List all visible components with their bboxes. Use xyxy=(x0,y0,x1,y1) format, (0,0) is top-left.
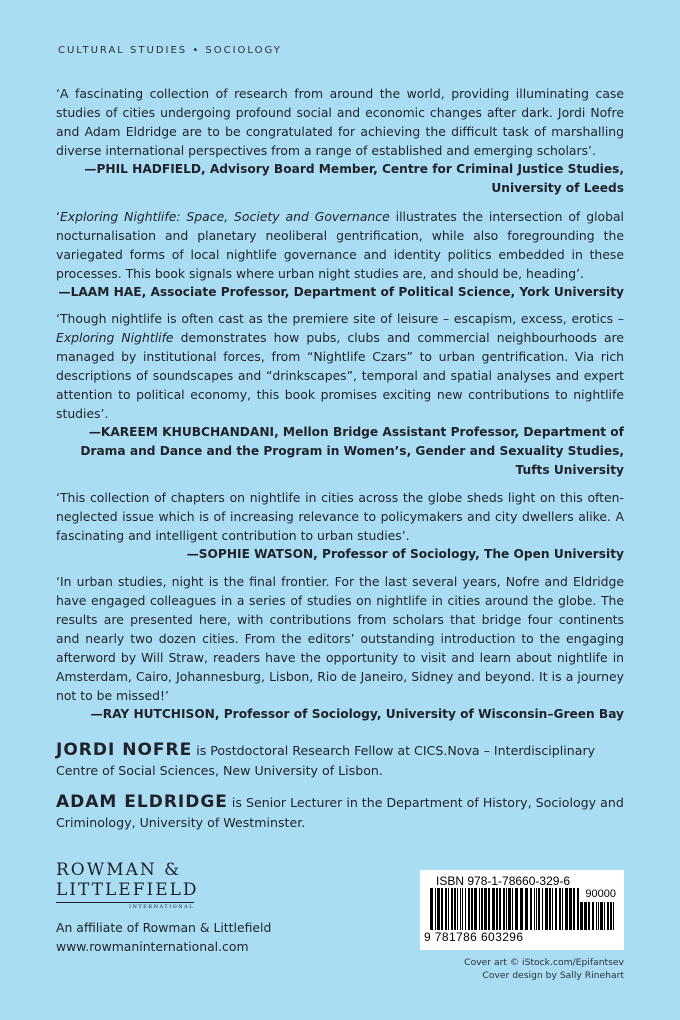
review-2 xyxy=(56,207,624,302)
price-code: 90000 xyxy=(585,888,616,900)
review-attribution: University of Leeds xyxy=(491,181,624,195)
review-attribution: —SOPHIE WATSON, Professor of Sociology, The Open University xyxy=(186,547,624,561)
cover-art-credit: Cover art © iStock.com/Epifantsev xyxy=(464,957,624,968)
cover-design-credit: Cover design by Sally Rinehart xyxy=(482,970,624,981)
review-3 xyxy=(56,309,624,480)
review-5 xyxy=(56,572,624,724)
barcode-number: 9 781786 603296 xyxy=(424,930,524,944)
review-attribution: —KAREEM KHUBCHANDANI, Mellon Bridge Assistant Professor, Department of xyxy=(88,425,624,439)
barcode-bars-icon xyxy=(430,888,580,930)
review-quote: ‘Though nightlife is often cast as the premiere site of leisure – escapism, excess, erotics – Exploring Nightlife demonstrates how pubs, clubs and commercial neighbourhoods are managed by institutional forces, from “Nightlife Czars” to urban gentrification. Via rich descriptions of soundscapes and “drinkscapes”, temporal and spatial analyses and expert attention to political economy, this book promises exciting new contributions to nightlife studies’. xyxy=(56,311,624,421)
review-attribution: Drama and Dance and the Program in Women’s, Gender and Sexuality Studies, xyxy=(80,444,624,458)
author-bio-text: is Postdoctoral Research Fellow at CICS.Nova – Interdisciplinary Centre of Social Sciences, New University of Lisbon. xyxy=(56,743,596,778)
publisher-info xyxy=(56,918,271,956)
author-bio-nofre xyxy=(56,740,626,781)
cover-credits xyxy=(464,956,624,982)
publisher-website: www.rowmaninternational.com xyxy=(56,939,249,954)
review-1 xyxy=(56,84,624,198)
author-name: JORDI NOFRE xyxy=(56,740,193,760)
review-quote: ‘Exploring Nightlife: Space, Society and Governance illustrates the intersection of global nocturnalisation and planetary neoliberal gentrification, while also foregrounding the variegated forms of local nightlife governance and identity politics embedded in these processes. This book signals where urban night studies are, and should be, heading’. xyxy=(56,209,624,281)
review-attribution: —LAAM HAE, Associate Professor, Department of Political Science, York University xyxy=(58,285,624,299)
review-quote: ‘This collection of chapters on nightlife in cities across the globe sheds light on this often-neglected issue which is of increasing relevance to policymakers and city dwellers alike. A fascinating and intelligent contribution to urban studies’. xyxy=(56,490,624,543)
review-quote: ‘In urban studies, night is the final frontier. For the last several years, Nofre and Eldridge have engaged colleagues in a series of studies on nightlife in cities around the globe. The results are presented here, with contributions from scholars that bridge four continents and nearly two dozen cities. From the editors’ outstanding introduction to the engaging afterword by Will Straw, readers have the opportunity to visit and learn about nightlife in Amsterdam, Cairo, Johannesburg, Lisbon, Rio de Janeiro, Sidney and beyond. It is a journey not to be missed!’ xyxy=(56,574,624,703)
author-bio-text: is Senior Lecturer in the Department of History, Sociology and Criminology, University of Westminster. xyxy=(56,795,624,830)
book-title: Exploring Nightlife xyxy=(56,330,174,345)
review-attribution: Tufts University xyxy=(515,463,624,477)
author-name: ADAM ELDRIDGE xyxy=(56,792,228,812)
review-attribution: —PHIL HADFIELD, Advisory Board Member, Centre for Criminal Justice Studies, xyxy=(84,162,624,176)
book-title: Exploring Nightlife: Space, Society and Governance xyxy=(59,209,390,224)
category-label: CULTURAL STUDIES • SOCIOLOGY xyxy=(58,45,282,56)
barcode-addon-icon xyxy=(578,902,618,930)
publisher-logo: ROWMAN & LITTLEFIELD INTERNATIONAL xyxy=(56,860,199,910)
isbn-barcode xyxy=(420,870,624,950)
review-attribution: —RAY HUTCHISON, Professor of Sociology, University of Wisconsin–Green Bay xyxy=(90,707,624,721)
isbn-text: ISBN 978-1-78660-329-6 xyxy=(436,874,571,888)
author-bio-eldridge xyxy=(56,792,626,833)
affiliate-text: An affiliate of Rowman & Littlefield xyxy=(56,920,272,935)
review-quote: ‘A fascinating collection of research from around the world, providing illuminating case studies of cities undergoing profound social and economic changes after dark. Jordi Nofre and Adam Eldridge are to be congratulated for achieving the difficult task of marshalling diverse international perspectives from a range of established and emerging scholars’. xyxy=(56,86,624,158)
review-4 xyxy=(56,488,624,564)
